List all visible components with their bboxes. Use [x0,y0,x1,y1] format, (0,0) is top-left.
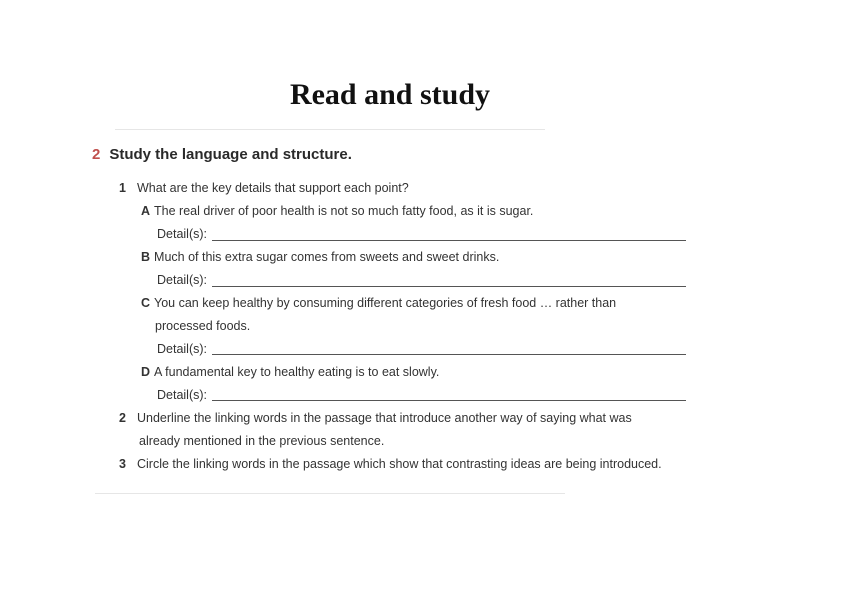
point-letter: A [141,204,151,218]
question-text: What are the key details that support each point? [137,181,409,195]
question-1 [119,181,409,195]
point-c [141,296,616,310]
point-text: You can keep healthy by consuming different categories of fresh food … rather than [154,296,617,310]
question-2 [119,411,632,425]
exercise-title: Study the language and structure. [109,146,352,163]
question-text: Circle the linking words in the passage which show that contrasting ideas are being introduced. [137,457,662,471]
page-title: Read and study [289,78,491,111]
detail-label-b: Detail(s): [157,273,208,287]
point-text: The real driver of poor health is not so much fatty food, as it is sugar. [154,204,534,218]
detail-label-c: Detail(s): [157,342,208,356]
exercise-heading [92,146,352,163]
point-text: A fundamental key to healthy eating is to eat slowly. [154,365,440,379]
point-a [141,204,533,218]
question-2-continued: already mentioned in the previous sentence. [139,434,385,448]
detail-answer-line-c[interactable] [212,354,686,355]
divider-bottom [95,493,565,494]
point-c-continued: processed foods. [155,319,251,333]
point-d [141,365,439,379]
question-number: 3 [119,457,126,471]
point-text: Much of this extra sugar comes from sweets and sweet drinks. [154,250,500,264]
question-number: 2 [119,411,126,425]
question-text: Underline the linking words in the passage that introduce another way of saying what was [137,411,632,425]
exercise-number: 2 [92,146,101,163]
detail-answer-line-d[interactable] [212,400,686,401]
point-letter: D [141,365,151,379]
point-letter: C [141,296,151,310]
detail-answer-line-a[interactable] [212,240,686,241]
detail-label-d: Detail(s): [157,388,208,402]
detail-label-a: Detail(s): [157,227,208,241]
point-letter: B [141,250,151,264]
detail-answer-line-b[interactable] [212,286,686,287]
divider-top [115,129,545,130]
question-3 [119,457,662,471]
point-b [141,250,499,264]
question-number: 1 [119,181,126,195]
